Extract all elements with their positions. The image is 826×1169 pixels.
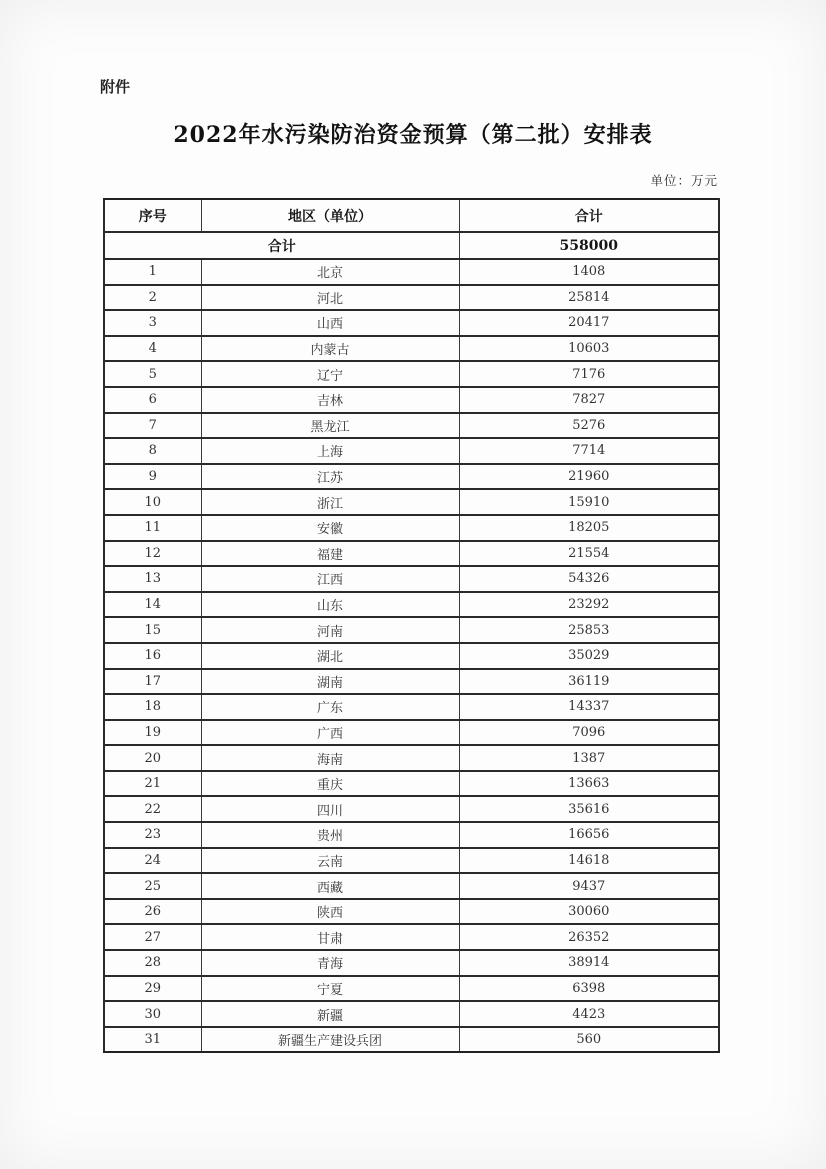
region-cell: 宁夏 [201, 976, 459, 1002]
serial-cell: 28 [104, 950, 201, 976]
region-cell: 黑龙江 [201, 413, 459, 439]
table-row [104, 669, 719, 695]
region-cell: 北京 [201, 259, 459, 285]
serial-cell: 23 [104, 822, 201, 848]
table-row [104, 592, 719, 618]
region-cell: 新疆 [201, 1001, 459, 1027]
region-cell: 河南 [201, 617, 459, 643]
serial-cell: 8 [104, 438, 201, 464]
amount-cell: 16656 [459, 822, 719, 848]
amount-cell: 7176 [459, 361, 719, 387]
serial-cell: 25 [104, 873, 201, 899]
serial-cell: 14 [104, 592, 201, 618]
table-row [104, 413, 719, 439]
serial-cell: 11 [104, 515, 201, 541]
header-region: 地区（单位） [201, 199, 459, 232]
amount-cell: 35616 [459, 796, 719, 822]
serial-cell: 27 [104, 924, 201, 950]
region-cell: 江苏 [201, 464, 459, 490]
table-row [104, 310, 719, 336]
unit-note: 单位：万元 [650, 173, 718, 188]
table-row [104, 259, 719, 285]
amount-cell: 36119 [459, 669, 719, 695]
serial-cell: 18 [104, 694, 201, 720]
serial-cell: 2 [104, 285, 201, 311]
region-cell: 广东 [201, 694, 459, 720]
amount-cell: 5276 [459, 413, 719, 439]
serial-cell: 3 [104, 310, 201, 336]
table-row [104, 873, 719, 899]
region-cell: 陕西 [201, 899, 459, 925]
serial-cell: 21 [104, 771, 201, 797]
region-cell: 福建 [201, 541, 459, 567]
table-row [104, 361, 719, 387]
amount-cell: 1387 [459, 745, 719, 771]
region-cell: 云南 [201, 848, 459, 874]
serial-cell: 1 [104, 259, 201, 285]
region-cell: 辽宁 [201, 361, 459, 387]
amount-cell: 54326 [459, 566, 719, 592]
serial-cell: 30 [104, 1001, 201, 1027]
table-row [104, 899, 719, 925]
serial-cell: 19 [104, 720, 201, 746]
table-row [104, 1001, 719, 1027]
serial-cell: 12 [104, 541, 201, 567]
amount-cell: 25853 [459, 617, 719, 643]
table-row [104, 745, 719, 771]
table-row [104, 515, 719, 541]
serial-cell: 17 [104, 669, 201, 695]
region-cell: 吉林 [201, 387, 459, 413]
header-row [104, 199, 719, 232]
amount-cell: 7714 [459, 438, 719, 464]
region-cell: 海南 [201, 745, 459, 771]
region-cell: 上海 [201, 438, 459, 464]
table-row [104, 464, 719, 490]
region-cell: 湖北 [201, 643, 459, 669]
header-total: 合计 [459, 199, 719, 232]
amount-cell: 14337 [459, 694, 719, 720]
table-row [104, 566, 719, 592]
table-row [104, 822, 719, 848]
region-cell: 浙江 [201, 489, 459, 515]
amount-cell: 14618 [459, 848, 719, 874]
serial-cell: 5 [104, 361, 201, 387]
amount-cell: 30060 [459, 899, 719, 925]
region-cell: 湖南 [201, 669, 459, 695]
amount-cell: 26352 [459, 924, 719, 950]
amount-cell: 560 [459, 1027, 719, 1053]
budget-table [103, 198, 720, 1053]
region-cell: 重庆 [201, 771, 459, 797]
amount-cell: 20417 [459, 310, 719, 336]
amount-cell: 13663 [459, 771, 719, 797]
region-cell: 山西 [201, 310, 459, 336]
amount-cell: 18205 [459, 515, 719, 541]
serial-cell: 13 [104, 566, 201, 592]
table-row [104, 848, 719, 874]
serial-cell: 29 [104, 976, 201, 1002]
amount-cell: 21554 [459, 541, 719, 567]
table-row [104, 387, 719, 413]
amount-cell: 15910 [459, 489, 719, 515]
page-title: 2022年水污染防治资金预算（第二批）安排表 [173, 122, 653, 148]
table-row [104, 771, 719, 797]
total-row-value: 558000 [459, 232, 719, 259]
serial-cell: 9 [104, 464, 201, 490]
region-cell: 西藏 [201, 873, 459, 899]
amount-cell: 21960 [459, 464, 719, 490]
header-serial: 序号 [104, 199, 201, 232]
serial-cell: 24 [104, 848, 201, 874]
table-row [104, 796, 719, 822]
region-cell: 贵州 [201, 822, 459, 848]
region-cell: 内蒙古 [201, 336, 459, 362]
table-row [104, 336, 719, 362]
total-row [104, 232, 719, 259]
serial-cell: 22 [104, 796, 201, 822]
table-row [104, 489, 719, 515]
serial-cell: 4 [104, 336, 201, 362]
serial-cell: 20 [104, 745, 201, 771]
amount-cell: 7827 [459, 387, 719, 413]
region-cell: 广西 [201, 720, 459, 746]
serial-cell: 10 [104, 489, 201, 515]
table-row [104, 950, 719, 976]
region-cell: 江西 [201, 566, 459, 592]
region-cell: 河北 [201, 285, 459, 311]
table-row [104, 617, 719, 643]
table-row [104, 976, 719, 1002]
region-cell: 新疆生产建设兵团 [201, 1027, 459, 1053]
region-cell: 四川 [201, 796, 459, 822]
table-row [104, 694, 719, 720]
amount-cell: 9437 [459, 873, 719, 899]
serial-cell: 26 [104, 899, 201, 925]
amount-cell: 6398 [459, 976, 719, 1002]
region-cell: 安徽 [201, 515, 459, 541]
region-cell: 甘肃 [201, 924, 459, 950]
serial-cell: 31 [104, 1027, 201, 1053]
table-row [104, 720, 719, 746]
serial-cell: 16 [104, 643, 201, 669]
serial-cell: 7 [104, 413, 201, 439]
total-row-label: 合计 [104, 232, 459, 259]
budget-table-body [104, 199, 719, 1052]
amount-cell: 23292 [459, 592, 719, 618]
attachment-label: 附件 [100, 79, 131, 96]
amount-cell: 25814 [459, 285, 719, 311]
region-cell: 山东 [201, 592, 459, 618]
amount-cell: 1408 [459, 259, 719, 285]
amount-cell: 38914 [459, 950, 719, 976]
serial-cell: 15 [104, 617, 201, 643]
table-row [104, 924, 719, 950]
table-row [104, 438, 719, 464]
serial-cell: 6 [104, 387, 201, 413]
region-cell: 青海 [201, 950, 459, 976]
amount-cell: 10603 [459, 336, 719, 362]
amount-cell: 35029 [459, 643, 719, 669]
amount-cell: 4423 [459, 1001, 719, 1027]
table-row [104, 643, 719, 669]
table-row [104, 285, 719, 311]
table-row [104, 1027, 719, 1053]
amount-cell: 7096 [459, 720, 719, 746]
table-row [104, 541, 719, 567]
